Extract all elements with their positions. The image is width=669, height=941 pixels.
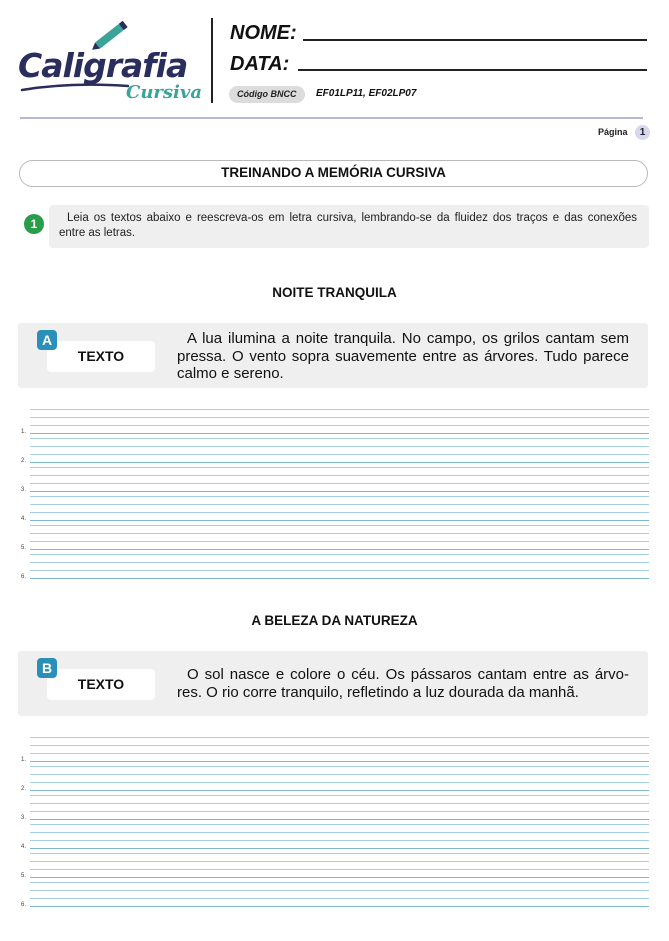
bncc-badge: Código BNCC xyxy=(229,86,305,103)
date-label: DATA: xyxy=(230,53,290,75)
line-number: 2. xyxy=(21,786,27,792)
line-number: 5. xyxy=(21,873,27,879)
writing-line[interactable] xyxy=(18,434,651,463)
line-number: 6. xyxy=(21,902,27,908)
bncc-codes: EF01LP11, EF02LP07 xyxy=(316,88,417,99)
line-number: 4. xyxy=(21,516,27,522)
name-label: NOME: xyxy=(230,22,297,44)
writing-line[interactable] xyxy=(18,521,651,550)
header-divider xyxy=(211,18,213,103)
writing-line[interactable] xyxy=(18,463,651,492)
letter-badge-b: B xyxy=(37,658,57,678)
name-field[interactable] xyxy=(303,39,647,41)
writing-line[interactable] xyxy=(18,550,651,579)
logo-subtitle: Cursiva xyxy=(126,82,202,103)
writing-line[interactable] xyxy=(18,405,651,434)
line-number: 2. xyxy=(21,458,27,464)
line-number: 6. xyxy=(21,574,27,580)
writing-line[interactable] xyxy=(18,849,651,878)
writing-line[interactable] xyxy=(18,878,651,907)
section-b-title: A BELEZA DA NATUREZA xyxy=(251,613,418,628)
instruction-number: 1 xyxy=(24,214,44,234)
text-tag: TEXTO xyxy=(47,341,155,372)
text-a-body: A lua ilumina a noite tranquila. No campo, os grilos cantam sem pressa. O vento sopra suavemente entre as árvores. Tudo parece calmo e sereno. xyxy=(177,330,629,382)
line-number: 3. xyxy=(21,487,27,493)
text-b-body: O sol nasce e colore o céu. Os pássaros cantam entre as árvo-res. O rio corre tranquilo, refletindo a luz dourada da manhã. xyxy=(177,666,629,701)
line-number: 5. xyxy=(21,545,27,551)
logo xyxy=(18,18,200,108)
text-card-a xyxy=(18,323,648,388)
writing-line[interactable] xyxy=(18,492,651,521)
header-rule xyxy=(20,117,643,119)
instruction-text: Leia os textos abaixo e reescreva-os em letra cursiva, lembrando-se da fluidez dos traços e das conexões entre as letras. xyxy=(49,205,649,248)
section-a-title: NOITE TRANQUILA xyxy=(272,285,397,300)
page-label: Página xyxy=(598,127,628,137)
logo-title: Caligrafia xyxy=(18,46,188,85)
date-field[interactable] xyxy=(298,69,647,71)
text-card-b xyxy=(18,651,648,716)
logo-swoosh xyxy=(20,80,130,94)
worksheet-title: TREINANDO A MEMÓRIA CURSIVA xyxy=(19,160,648,187)
writing-line[interactable] xyxy=(18,733,651,762)
line-number: 1. xyxy=(21,429,27,435)
letter-badge-a: A xyxy=(37,330,57,350)
writing-lines-b xyxy=(18,733,651,913)
writing-line[interactable] xyxy=(18,820,651,849)
text-tag: TEXTO xyxy=(47,669,155,700)
page-number: 1 xyxy=(635,125,650,140)
writing-lines-a xyxy=(18,405,651,585)
line-number: 1. xyxy=(21,757,27,763)
line-number: 3. xyxy=(21,815,27,821)
line-number: 4. xyxy=(21,844,27,850)
writing-line[interactable] xyxy=(18,791,651,820)
writing-line[interactable] xyxy=(18,762,651,791)
